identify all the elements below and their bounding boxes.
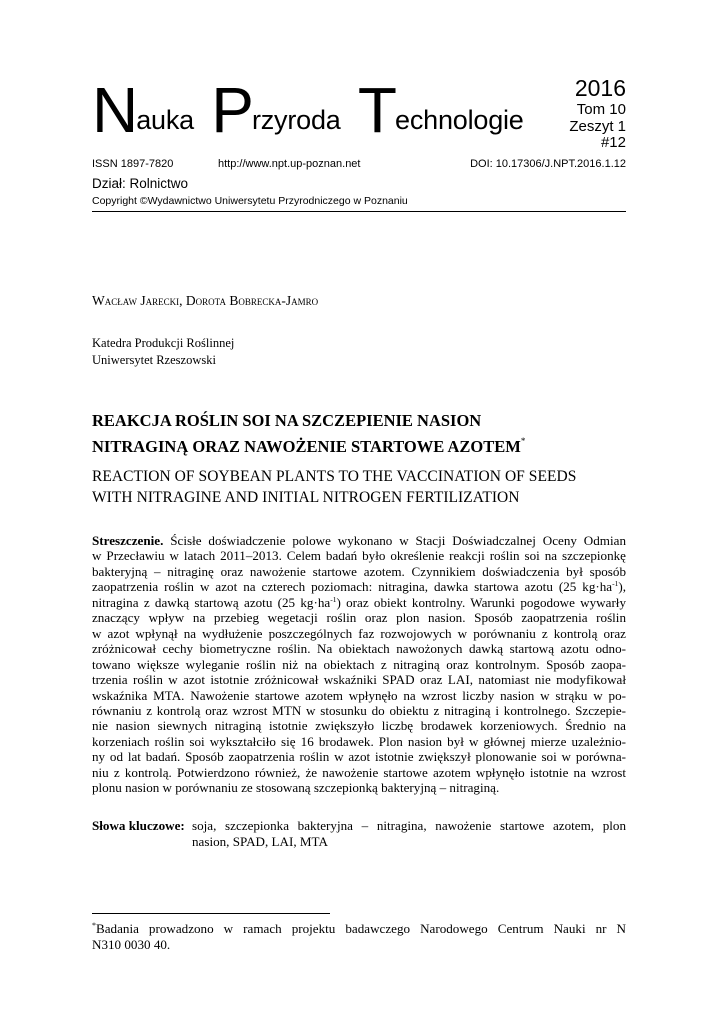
- title-polish: [92, 410, 525, 457]
- doi[interactable]: DOI: 10.17306/J.NPT.2016.1.12: [470, 158, 626, 170]
- affiliation: [92, 335, 234, 369]
- affiliation-department: Katedra Produkcji Roślinnej: [92, 336, 235, 350]
- abstract-line: znaczący wpływ na przebieg wegetacji roślin oraz plon nasion. Sposób zaopatrzenia roślin: [92, 610, 626, 626]
- title-polish-line-2: NITRAGINĄ ORAZ NAWOŻENIE STARTOWE AZOTEM*: [92, 436, 526, 456]
- copyright: Copyright ©Wydawnictwo Uniwersytetu Przyrodniczego w Poznaniu: [92, 195, 408, 207]
- footnote-mark: *: [520, 436, 526, 446]
- title-polish-line-1: REAKCJA ROŚLIN SOI NA SZCZEPIENIE NASION: [92, 411, 482, 430]
- abstract-line: zróżnicował cechy biometryczne roślin. Na obiektach nawożonych dawką startową azotu odno-: [92, 641, 626, 657]
- keywords-line-2: nasion, SPAD, LAI, MTA: [192, 834, 328, 849]
- title-english-line-2: WITH NITRAGINE AND INITIAL NITROGEN FERTILIZATION: [92, 489, 520, 506]
- issue-year: 2016: [574, 75, 626, 101]
- affiliation-university: Uniwersytet Rzeszowski: [92, 353, 216, 367]
- abstract-line: ny od lat badań. Sposób zaopatrzenia roślin w azot istotnie zwiększył plonowanie soi w porówna-: [92, 749, 626, 765]
- authors: Wacław Jarecki, Dorota Bobrecka-Jamro: [92, 293, 319, 308]
- footnote-rule: [92, 913, 330, 914]
- abstract-line: Streszczenie. Ścisłe doświadczenie polowe wykonano w Stacji Doświadczalnej Oceny Odmian: [92, 533, 626, 548]
- issn: ISSN 1897-7820: [92, 158, 174, 170]
- abstract: [92, 533, 626, 796]
- keywords-line-1: soja, szczepionka bakteryjna – nitragina, nawożenie startowe azotem, plon: [192, 818, 626, 833]
- abstract-line: nie nasion siewnych nitraginą istotnie zwiększyło liczbę brodawek korzeniowych. Średnio na: [92, 718, 626, 734]
- abstract-label: Streszczenie.: [92, 533, 164, 548]
- footnote: [92, 921, 626, 953]
- abstract-line: w azot wpłynął na wydłużenie poszczególnych faz rozwojowych w porównaniu z kontrolą oraz: [92, 625, 626, 641]
- abstract-line: równaniu z kontrolą oraz wzrost MTN w stosunku do obiektu z nitraginą i kontrolnego. Szczepie-: [92, 702, 626, 718]
- title-english-line-1: REACTION OF SOYBEAN PLANTS TO THE VACCINATION OF SEEDS: [92, 468, 577, 485]
- journal-meta-line: [92, 158, 626, 172]
- footnote-line-2: N310 0030 40.: [92, 937, 171, 952]
- article-number: #12: [600, 134, 626, 152]
- abstract-line: trzenia roślin w azot istotnie zróżnicował wskaźniki SPAD oraz LAI, natomiast nie modyfikował: [92, 672, 626, 688]
- abstract-line: towano większe wyleganie roślin niż na obiektach z nitraginą oraz kontrolnym. Sposób zaopa-: [92, 656, 626, 672]
- footnote-line-1: *Badania prowadzono w ramach projektu badawczego Narodowego Centrum Nauki nr N: [92, 921, 626, 936]
- journal-url[interactable]: http://www.npt.up-poznan.net: [218, 158, 361, 170]
- abstract-line: w Przecławiu w latach 2011–2013. Celem badań było określenie reakcji roślin soi na szczepionkę: [92, 548, 626, 564]
- keywords-text: [192, 818, 626, 850]
- abstract-line: bakteryjną – nitraginę oraz nawożenie startowe azotem. Czynnikiem doświadczenia był sposób: [92, 563, 626, 579]
- journal-title: [92, 74, 534, 146]
- title-english: [92, 466, 576, 508]
- keywords-label: Słowa kluczowe:: [92, 818, 185, 833]
- header-rule: [92, 211, 626, 212]
- issue-number: Zeszyt 1: [569, 117, 626, 135]
- abstract-line: plonu nasion w porównaniu ze stosowaną szczepionką bakteryjną – nitraginą.: [92, 780, 500, 796]
- abstract-line: korzeniach roślin soi wykształciło się 16 brodawek. Plon nasion był w głównej mierze uzależnio-: [92, 733, 626, 749]
- issue-volume: Tom 10: [576, 100, 626, 118]
- abstract-line: wskaźnika MTA. Nawożenie startowe azotem wpłynęło na wzrost liczby nasion w strąku w po-: [92, 687, 626, 703]
- footnote-mark: *: [92, 921, 96, 930]
- section-label: Dział: Rolnictwo: [92, 176, 189, 191]
- journal-title-word-2: Przyroda: [211, 74, 341, 146]
- abstract-line: niu z kontrolą. Potwierdzono również, że nawożenie startowe azotem wpłynęło istotnie na wzrost: [92, 764, 626, 780]
- journal-title-word-3: Technologie: [357, 74, 524, 146]
- issue-block: [569, 76, 626, 152]
- abstract-line: nitragina z dawką startową azotu (25 $kg\cdot ha^{-1}$) oraz obiekt kontrolny. Warunki pogodowe wywarły: [92, 594, 626, 610]
- journal-title-word-1: Nauka: [92, 74, 194, 146]
- abstract-line: zaopatrzenia roślin w azot na czterech poziomach: nitragina, dawka startowa azotu (25 $kg\cdot ha^{-1}$),: [92, 579, 626, 595]
